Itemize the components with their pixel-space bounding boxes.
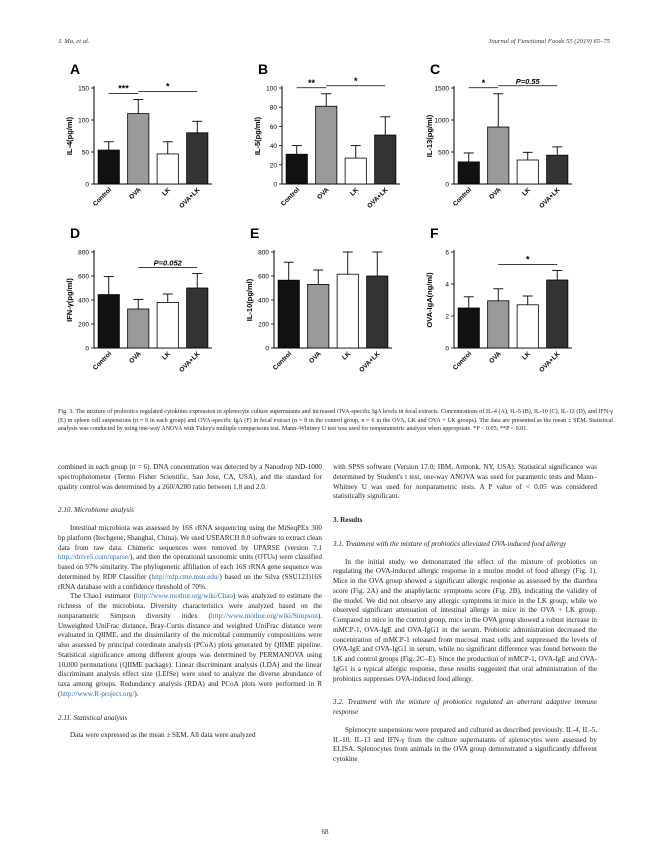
y-tick-label: 0 <box>85 181 89 189</box>
section-heading-2-11: 2.11. Statistical analysis <box>58 713 128 722</box>
significance-label: ** <box>307 77 316 88</box>
bar-lk <box>517 160 538 184</box>
bar-ovalk <box>187 288 208 348</box>
y-tick-label: 40 <box>269 143 277 151</box>
section-heading-2-10: 2.10. Microbiome analysis <box>58 506 134 515</box>
bar-ova <box>488 127 509 184</box>
bar-ova <box>316 106 337 184</box>
y-axis-label: IFN-γ(pg/ml) <box>65 278 74 322</box>
bar-control <box>458 308 479 348</box>
panel-letter: B <box>258 61 269 77</box>
y-tick-label: 50 <box>81 149 89 157</box>
y-tick-label: 0 <box>445 345 449 353</box>
y-axis-label: IL-13(pg/ml) <box>425 114 434 158</box>
panel-letter: A <box>70 61 81 77</box>
bar-control <box>286 154 307 184</box>
bar-lk <box>345 158 366 184</box>
x-tick-label: OVA <box>128 350 143 366</box>
figure-panel-e <box>242 222 427 392</box>
bar-control <box>98 295 119 348</box>
x-tick-label: OVA+LK <box>366 186 390 210</box>
x-tick-label: OVA+LK <box>178 350 202 374</box>
right-para-0: with SPSS software (Version 17.0; IBM, Armonk, NY, USA). Statistical significance was determined by Student's t test, one-way ANOVA was used for parametric tests and Mann–Whitney U was used for nonparametric tests. A P value of < 0.05 was considered statistically significant. <box>333 463 597 501</box>
y-axis-label: IL-4(pg/ml) <box>65 116 74 156</box>
x-tick-label: OVA+LK <box>358 350 382 374</box>
bar-ovalk <box>367 276 388 348</box>
bar-lk <box>157 302 178 348</box>
chao-link[interactable]: http://www.mothur.org/wiki/Chao <box>135 592 233 601</box>
y-tick-label: 400 <box>78 297 89 305</box>
y-tick-label: 0 <box>85 345 89 353</box>
rdp-link[interactable]: http://rdp.cme.msu.edu/ <box>151 572 220 581</box>
x-tick-label: Control <box>451 186 474 208</box>
y-tick-label: 20 <box>269 162 277 170</box>
significance-label: * <box>481 77 486 88</box>
x-tick-label: OVA <box>316 186 331 202</box>
simpson-link[interactable]: http://www.mothur.org/wiki/Simpson <box>210 611 318 620</box>
running-header-left: J. Ma, et al. <box>58 38 90 45</box>
right-column <box>333 463 597 765</box>
x-tick-label: OVA+LK <box>178 186 202 210</box>
x-tick-label: Control <box>91 350 114 372</box>
significance-label: P=0.55 <box>515 76 540 86</box>
significance-label: *** <box>118 83 129 94</box>
bar-ovalk <box>547 280 568 348</box>
y-tick-label: 800 <box>78 249 89 257</box>
x-tick-label: LK <box>349 186 361 198</box>
x-tick-label: Control <box>451 350 474 372</box>
bar-control <box>458 162 479 184</box>
bar-ovalk <box>187 133 208 184</box>
section-heading-3-2: 3.2. Treatment with the mixture of probiotics regulated an aberrant adaptive immune response <box>333 698 597 716</box>
x-tick-label: Control <box>91 186 114 208</box>
y-tick-label: 4 <box>445 281 449 289</box>
significance-label: * <box>165 81 170 92</box>
x-tick-label: LK <box>521 350 533 362</box>
right-para-2: Splenocyte suspensions were prepared and cultured as described previously. IL-4, IL-5, IL-10, IL-13 and IFN-γ from the culture supernatants of splenocytes were assessed by ELISA. Splenocytes from animals in the OVA group demonstrated a significantly different cytokine <box>333 725 597 763</box>
y-tick-label: 80 <box>269 104 277 112</box>
x-tick-label: OVA <box>488 186 503 202</box>
x-tick-label: Control <box>279 186 302 208</box>
y-tick-label: 6 <box>445 249 449 257</box>
y-tick-label: 400 <box>258 297 269 305</box>
bar-control <box>98 150 119 184</box>
uparse-link[interactable]: http://drive5.com/uparse/ <box>58 553 130 562</box>
y-tick-label: 2 <box>445 313 449 321</box>
y-tick-label: 0 <box>265 345 269 353</box>
y-axis-label: OVA-IgA(ng/ml) <box>425 272 434 328</box>
section-heading-3-1: 3.1. Treatment with the mixture of probiotics alleviated OVA-induced food allergy <box>333 539 567 548</box>
y-tick-label: 1500 <box>434 85 449 93</box>
y-tick-label: 100 <box>266 85 277 93</box>
figure-panel-c <box>422 58 607 228</box>
bar-control <box>278 280 299 348</box>
bar-ovalk <box>547 155 568 184</box>
x-tick-label: OVA <box>308 350 323 366</box>
y-tick-label: 800 <box>258 249 269 257</box>
bar-ova <box>128 114 149 184</box>
y-tick-label: 200 <box>78 321 89 329</box>
x-tick-label: LK <box>161 350 173 362</box>
bar-ovalk <box>375 135 396 184</box>
right-para-1: In the initial study, we demonstrated the effect of the mixture of probiotics on regulating the OVA-induced allergic response in a murine model of food allergy (Fig. 1). Mice in the OVA group showed a significant allergic response as assessed by the diarrhea score (Fig. 2A) and the anaphylactic symptoms score (Fig. 2B), indicating the validity of the model. We did not observe any allergic symptoms in mice in the LK group, while we observed significant attenuation of intestinal allergy in mice in the OVA + LK group. Compared to mice in the control group, mice in the OVA group showed a robust increase in mMCP-1, OVA-IgE and OVA-IgG1 in the serum. Probiotic administration decreased the concentration of mMCP-1 released from mucosal mast cells and suppressed the levels of OVA-IgE and OVA-IgG1 in serum, while no significant difference was found between the LK and control groups (Fig. 2C–E). Since the production of mMCP-1, OVA-IgE and OVA-IgG1 is a typical allergic response, these results suggested that oral administration of the probiotics suppresses OVA-induced food allergy. <box>333 557 597 683</box>
significance-label: * <box>525 254 530 265</box>
y-axis-label: IL-5(pg/ml) <box>253 116 262 156</box>
page-number: 68 <box>321 828 329 836</box>
running-header-right: Journal of Functional Foods 55 (2019) 65–75 <box>488 38 610 45</box>
x-tick-label: OVA <box>488 350 503 366</box>
left-column <box>58 463 322 741</box>
x-tick-label: OVA <box>128 186 143 202</box>
figure-panel-a <box>62 58 247 228</box>
figure-panel-d <box>62 222 247 392</box>
y-tick-label: 600 <box>258 273 269 281</box>
panel-letter: F <box>430 225 439 241</box>
panel-letter: E <box>250 225 260 241</box>
y-tick-label: 0 <box>273 181 277 189</box>
panel-letter: C <box>430 61 441 77</box>
figure-panel-b <box>250 58 435 228</box>
section-heading-3: 3. Results <box>333 516 363 524</box>
bar-ova <box>308 284 329 348</box>
x-tick-label: LK <box>341 350 353 362</box>
bar-ova <box>488 301 509 348</box>
figure-panel-f <box>422 222 607 392</box>
x-tick-label: LK <box>161 186 173 198</box>
bar-lk <box>517 305 538 348</box>
left-para-0: combined in each group (n = 6). DNA concentration was detected by a Nanodrop ND-1000 spectrophotometer (Termo Fisher Scientific, San Jose, CA, USA), and the standard for quality control was determined by a 260/A280 ratio between 1.8 and 2.0. <box>58 463 322 491</box>
y-tick-label: 600 <box>78 273 89 281</box>
y-tick-label: 60 <box>269 123 277 131</box>
left-para-2: The Chao1 estimator (http://www.mothur.org/wiki/Chao) was analyzed to estimate the richness of the microbiota. Diversity characteristics were analyzed based on the nonparametric Simpson diversity index (http://www.mothur.org/wiki/Simpson). Unweighted UniFrac distance, Bray-Curtis distance and weighted UniFrac distance were evaluated in QIIME, and the dissimilarity of the microbial community compositions were also assessed by principal coordinate analysis (PCoA) plots generated by QIIME pipeline. Statistical significance among different groups was determined by PERMANOVA using 10,000 permutations (QIIME package). Linear discriminant analysis (LDA) and the linear discriminant analysis effect size (LEfSe) were used to analyze the diverse abundance of taxa among groups. Redundancy analysis (RDA) and PCoA plots were performed in R (http://www.R-project.org/). <box>58 592 322 698</box>
bar-lk <box>337 274 358 348</box>
x-tick-label: OVA+LK <box>538 350 562 374</box>
significance-label: P=0.052 <box>153 258 182 268</box>
y-axis-label: IL-10(pg/ml) <box>245 278 254 322</box>
figure-caption: Fig. 3. The mixture of probiotics regulated cytokines expression in splenocyte culture supernatants and increased OVA-specific IgA levels in fecal extracts. Concentrations of IL-4 (A), IL-5 (B), IL-10 (C), IL-13 (D), and IFN-γ (E) in spleen cell suspensions (n = 6 in each group) and OVA-specific IgA (F) in fecal extract (n = 8 in the control group, n = 6 in the OVA, LK and OVA + LK groups). The data are presented as the mean ± SEM. Statistical analysis was conducted by using one-way ANOVA with Tukey's multiple comparisons test. Mann–Whitney U test was used for nonparametric analysis when appropriate. *P < 0.05; **P < 0.01. <box>58 409 613 432</box>
bar-ova <box>128 309 149 348</box>
y-tick-label: 200 <box>258 321 269 329</box>
x-tick-label: LK <box>521 186 533 198</box>
bar-lk <box>157 154 178 184</box>
r-project-link[interactable]: http://www.R-project.org/ <box>60 689 135 698</box>
y-tick-label: 1000 <box>434 117 449 125</box>
y-tick-label: 0 <box>445 181 449 189</box>
significance-label: * <box>353 75 358 86</box>
x-tick-label: OVA+LK <box>538 186 562 210</box>
y-tick-label: 150 <box>78 85 89 93</box>
panel-letter: D <box>70 225 81 241</box>
y-tick-label: 500 <box>438 149 449 157</box>
left-para-1: Intestinal microbiota was assessed by 16S rRNA sequencing using the MiSeqPEx 300 bp platform (Itechgene, Shanghai, China). We used USEARCH 8.0 software to extract clean data from raw data. Chimeric sequences were removed by UPARSE (version 7.1 http://drive5.com/uparse/), and then the operational taxonomic units (OTUs) were classified based on 97% similarity. The phylogenetic affiliation of each 16S rRNA gene sequence was determined by RDP Classifier (http://rdp.cme.msu.edu/) based on the Silva (SSU123)16S rRNA database with a confidence threshold of 70%. <box>58 524 322 591</box>
x-tick-label: Control <box>271 350 294 372</box>
left-para-3: Data were expressed as the mean ± SEM. All data were analyzed <box>70 731 256 740</box>
y-tick-label: 100 <box>78 117 89 125</box>
